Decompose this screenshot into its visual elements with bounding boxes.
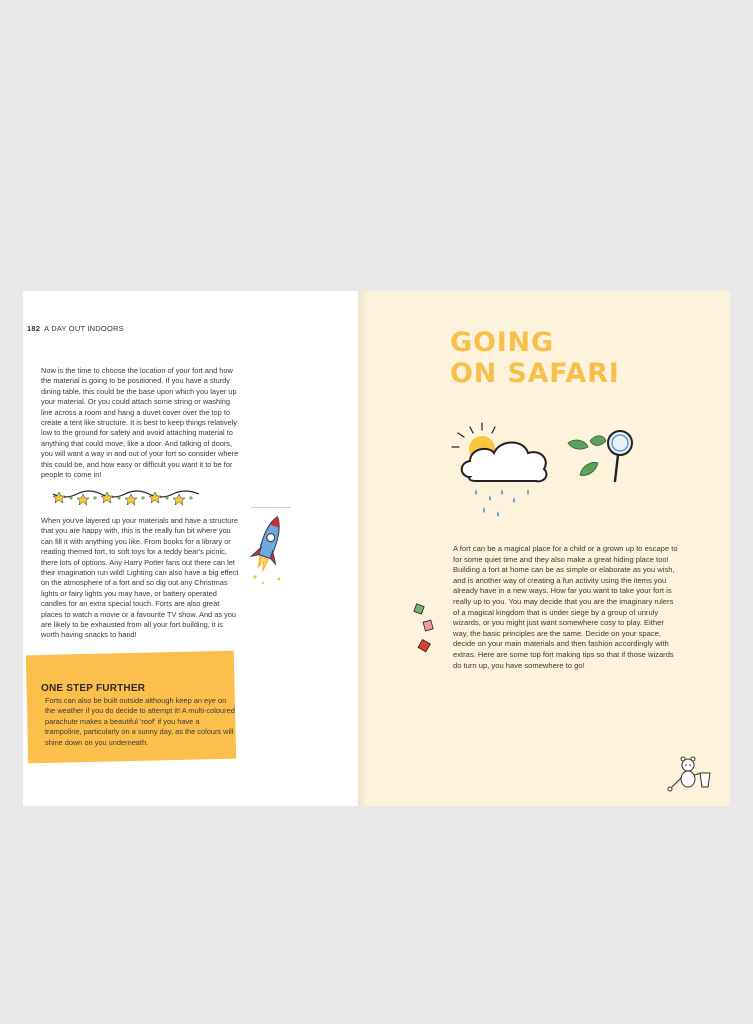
left-page <box>23 291 358 806</box>
callout-title: ONE STEP FURTHER <box>41 683 146 694</box>
margin-rule <box>251 507 291 508</box>
left-paragraph-2: When you've layered up your materials and have a structure that you are happy with, this is the really fun bit where you can fill it with anything you like. From books for a library or reading themed fort, to soft toys for a teddy bear's picnic, there lots of options. Any Harry Potter fans out there can let their imagination run wild! Lighting can also have a big effect on the atmosphere of a fort and so dig out any Christmas lights or fairy lights you may have, or battery operated candles for an extra special touch. Forts are also great places to watch a movie or a favourite TV show. And as you are likely to be exhausted from all your fort building, it is worth having snacks to hand! <box>41 516 239 640</box>
book-spread <box>23 291 730 806</box>
right-page <box>358 291 730 806</box>
left-paragraph-1: Now is the time to choose the location of your fort and how the material is going to be positioned. If you have a sturdy dining table, this could be the base upon which you layer up your material. Or you could attach some string or washing line across a room and hang a duvet cover over the top to create a tent like structure. It is best to keep things relatively low to the ground for safety and avoid attaching material to anything that could move, like a door. And talking of doors, you will want a way in and out of your fort so consider where this could be, and how easy or difficult you want it to be for people to come in! <box>41 366 239 480</box>
page-number: 182 <box>27 324 41 333</box>
sun-cloud-rain-icon <box>440 419 640 519</box>
heading-line-2: ON SAFARI <box>450 358 620 389</box>
callout-text: Forts can also be built outside although keep an eye on the weather if you do decide to attempt it! A multi-coloured parachute makes a beautiful 'roof' if you have a trampoline, particularly on a sunny day, as the colours will shine down on you underneath. <box>45 696 235 747</box>
running-head-title: A DAY OUT INDOORS <box>44 324 124 333</box>
running-head <box>27 324 124 333</box>
fairy-lights-icon <box>51 486 201 508</box>
heading-line-1: GOING <box>450 327 554 358</box>
magnifying-glass-icon <box>608 431 632 481</box>
confetti-icon <box>412 601 440 661</box>
page-heading <box>450 327 620 389</box>
bear-with-net-icon <box>666 753 716 793</box>
right-paragraph: A fort can be a magical place for a child or a grown up to escape to for some quiet time and they also make a great hiding place too! Building a fort at home can be as simple or elaborate as you wish, and is another way of creating a fun activity using the items you already have in a new ways. How far you want to take your fort is really up to you. You may decide that you are the imaginary rulers of a magical kingdom that is under siege by a group of unruly wizards, or you might just want somewhere cosy to play. Either way, the basic principles are the same. Decide on your space, decide on your main materials and then fashion accordingly with extras. Here are some top fort making tips so that if those wizards do turn up, you have somewhere to go! <box>453 544 678 670</box>
leaf-icon <box>568 436 606 476</box>
rocket-icon <box>249 513 285 585</box>
